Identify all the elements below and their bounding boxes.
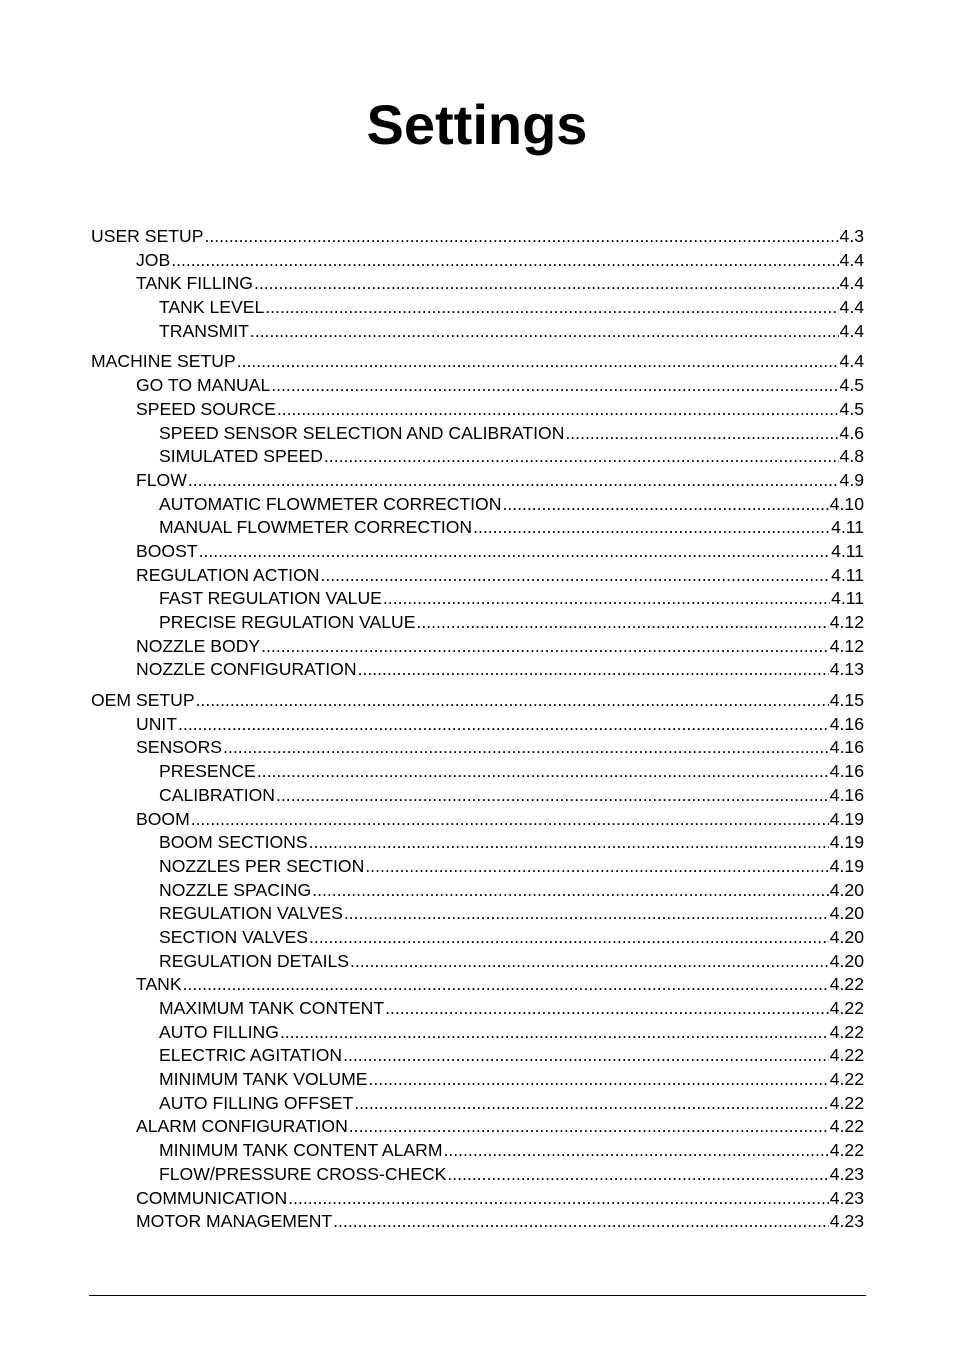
toc-entry-page: 4.4 [839, 273, 864, 294]
toc-entry-page: 4.11 [831, 564, 864, 585]
toc-entry[interactable] [91, 658, 864, 682]
toc-entry-label: AUTOMATIC FLOWMETER CORRECTION [159, 493, 502, 514]
dot-leader [196, 689, 829, 713]
toc-entry[interactable] [91, 760, 864, 784]
toc-entry-page: 4.20 [829, 926, 864, 947]
toc-entry-page: 4.23 [829, 1163, 864, 1184]
toc-entry[interactable] [91, 736, 864, 760]
dot-leader [288, 1187, 829, 1211]
toc-entry[interactable] [91, 902, 864, 926]
toc-entry-page: 4.5 [839, 398, 864, 419]
toc-entry[interactable] [91, 1115, 864, 1139]
toc-entry-label: REGULATION DETAILS [159, 950, 349, 971]
toc-entry[interactable] [91, 689, 864, 713]
dot-leader [309, 926, 829, 950]
toc-entry-page: 4.16 [829, 784, 864, 805]
toc-entry-label: SPEED SOURCE [136, 398, 276, 419]
toc-entry[interactable] [91, 950, 864, 974]
toc-entry-page: 4.16 [829, 713, 864, 734]
toc-entry[interactable] [91, 374, 864, 398]
toc-entry[interactable] [91, 493, 864, 517]
toc-entry-label: REGULATION VALVES [159, 903, 343, 924]
toc-entry-page: 4.6 [839, 422, 864, 443]
dot-leader [365, 855, 828, 879]
dot-leader [178, 713, 829, 737]
dot-leader [565, 422, 838, 446]
dot-leader [383, 587, 830, 611]
dot-leader [473, 516, 830, 540]
toc-entry-label: NOZZLES PER SECTION [159, 855, 365, 876]
dot-leader [254, 272, 839, 296]
toc-entry[interactable] [91, 879, 864, 903]
dot-leader [199, 540, 830, 564]
dot-leader [280, 1021, 829, 1045]
toc-entry-page: 4.10 [829, 493, 864, 514]
dot-leader [369, 1068, 829, 1092]
toc-entry-page: 4.23 [829, 1187, 864, 1208]
toc-entry-page: 4.13 [829, 659, 864, 680]
toc-entry-page: 4.20 [829, 879, 864, 900]
toc-entry-label: BOOM SECTIONS [159, 832, 308, 853]
toc-entry-label: MACHINE SETUP [91, 351, 236, 372]
dot-leader [271, 374, 838, 398]
toc-entry-page: 4.8 [839, 446, 864, 467]
toc-entry-label: NOZZLE SPACING [159, 879, 312, 900]
toc-entry[interactable] [91, 350, 864, 374]
toc-entry[interactable] [91, 1210, 864, 1234]
toc-entry[interactable] [91, 1139, 864, 1163]
toc-entry[interactable] [91, 320, 864, 344]
toc-entry-page: 4.20 [829, 903, 864, 924]
toc-entry-page: 4.22 [829, 1021, 864, 1042]
toc-entry[interactable] [91, 469, 864, 493]
toc-entry-label: NOZZLE CONFIGURATION [136, 659, 357, 680]
dot-leader [312, 879, 829, 903]
toc-entry[interactable] [91, 1163, 864, 1187]
toc-entry-page: 4.22 [829, 1045, 864, 1066]
dot-leader [416, 611, 828, 635]
toc-entry[interactable] [91, 1044, 864, 1068]
table-of-contents [91, 225, 864, 1234]
toc-entry-label: MOTOR MANAGEMENT [136, 1211, 333, 1232]
dot-leader [204, 225, 838, 249]
toc-entry[interactable] [91, 926, 864, 950]
dot-leader [443, 1139, 828, 1163]
toc-entry-page: 4.9 [839, 469, 864, 490]
toc-entry-label: FLOW/PRESSURE CROSS-CHECK [159, 1163, 447, 1184]
toc-entry-label: SIMULATED SPEED [159, 446, 323, 467]
page-title: Settings [366, 93, 588, 156]
toc-entry-label: JOB [136, 249, 171, 270]
dot-leader [276, 784, 829, 808]
dot-leader [349, 1115, 829, 1139]
toc-entry[interactable] [91, 1021, 864, 1045]
toc-entry-label: TANK FILLING [136, 273, 253, 294]
toc-entry-page: 4.16 [829, 761, 864, 782]
toc-entry-label: OEM SETUP [91, 690, 195, 711]
dot-leader [447, 1163, 828, 1187]
toc-entry-label: TANK [136, 974, 182, 995]
toc-entry[interactable] [91, 784, 864, 808]
toc-entry[interactable] [91, 635, 864, 659]
dot-leader [261, 635, 829, 659]
toc-entry[interactable] [91, 422, 864, 446]
toc-entry-label: BOOM [136, 808, 190, 829]
toc-entry[interactable] [91, 1187, 864, 1211]
toc-entry-label: PRECISE REGULATION VALUE [159, 612, 416, 632]
toc-entry-label: FLOW [136, 469, 187, 490]
toc-entry-page: 4.12 [829, 612, 864, 632]
toc-entry[interactable] [91, 445, 864, 469]
toc-entry-label: TRANSMIT [159, 320, 249, 341]
dot-leader [502, 493, 828, 517]
toc-entry[interactable] [91, 611, 864, 635]
toc-entry-page: 4.11 [831, 540, 864, 561]
toc-entry[interactable] [91, 225, 864, 249]
toc-entry[interactable] [91, 855, 864, 879]
dot-leader [333, 1210, 829, 1234]
toc-entry[interactable] [91, 296, 864, 320]
toc-entry[interactable] [91, 713, 864, 737]
toc-entry-label: MAXIMUM TANK CONTENT [159, 998, 385, 1018]
toc-entry-label: GO TO MANUAL [136, 375, 271, 396]
toc-entry-page: 4.22 [829, 974, 864, 995]
dot-leader [344, 902, 829, 926]
dot-leader [277, 398, 839, 422]
toc-entry-label: SECTION VALVES [159, 926, 308, 947]
toc-entry-page: 4.22 [829, 998, 864, 1018]
toc-entry[interactable] [91, 1068, 864, 1092]
toc-entry[interactable] [91, 249, 864, 273]
toc-entry-page: 4.22 [829, 1116, 864, 1137]
dot-leader [191, 808, 829, 832]
toc-entry-page: 4.3 [839, 226, 864, 246]
toc-entry-page: 4.23 [829, 1211, 864, 1232]
toc-entry-label: SENSORS [136, 737, 223, 758]
toc-entry-label: SPEED SENSOR SELECTION AND CALIBRATION [159, 422, 565, 443]
toc-entry-page: 4.22 [829, 1092, 864, 1113]
dot-leader [257, 760, 829, 784]
toc-entry[interactable] [91, 997, 864, 1021]
toc-entry-label: UNIT [136, 713, 178, 734]
dot-leader [265, 296, 838, 320]
toc-entry[interactable] [91, 808, 864, 832]
dot-leader [385, 997, 829, 1021]
toc-entry[interactable] [91, 973, 864, 997]
toc-entry-page: 4.11 [831, 588, 864, 609]
toc-entry-label: NOZZLE BODY [136, 635, 261, 656]
toc-entry[interactable] [91, 1092, 864, 1116]
dot-leader [188, 469, 839, 493]
toc-entry-label: REGULATION ACTION [136, 564, 320, 585]
toc-entry[interactable] [91, 564, 864, 588]
toc-entry-label: AUTO FILLING OFFSET [159, 1092, 354, 1113]
toc-entry-page: 4.19 [829, 855, 864, 876]
toc-entry-label: MINIMUM TANK CONTENT ALARM [159, 1140, 443, 1161]
toc-entry-page: 4.4 [839, 351, 864, 372]
toc-entry-label: ELECTRIC AGITATION [159, 1045, 343, 1066]
toc-entry-label: COMMUNICATION [136, 1187, 288, 1208]
toc-entry-label: BOOST [136, 540, 198, 561]
dot-leader [237, 350, 839, 374]
toc-entry-label: AUTO FILLING [159, 1021, 279, 1042]
dot-leader [183, 973, 829, 997]
toc-entry-page: 4.5 [839, 375, 864, 396]
dot-leader [354, 1092, 829, 1116]
toc-entry-page: 4.16 [829, 737, 864, 758]
toc-entry-label: ALARM CONFIGURATION [136, 1116, 348, 1137]
toc-entry[interactable] [91, 587, 864, 611]
toc-entry-page: 4.4 [839, 297, 864, 318]
toc-entry[interactable] [91, 398, 864, 422]
toc-entry[interactable] [91, 516, 864, 540]
footer-divider [89, 1295, 866, 1296]
toc-entry-page: 4.4 [839, 320, 864, 341]
dot-leader [250, 320, 839, 344]
toc-entry-page: 4.15 [829, 690, 864, 711]
toc-entry-label: MINIMUM TANK VOLUME [159, 1069, 368, 1090]
toc-entry[interactable] [91, 272, 864, 296]
toc-entry-label: PRESENCE [159, 761, 256, 782]
toc-entry-page: 4.19 [829, 808, 864, 829]
dot-leader [358, 658, 829, 682]
toc-entry[interactable] [91, 540, 864, 564]
dot-leader [171, 249, 838, 273]
dot-leader [324, 445, 839, 469]
dot-leader [343, 1044, 829, 1068]
toc-entry-page: 4.4 [839, 249, 864, 270]
toc-entry-page: 4.22 [829, 1140, 864, 1161]
toc-entry-label: CALIBRATION [159, 784, 276, 805]
dot-leader [223, 736, 829, 760]
toc-entry-page: 4.22 [829, 1069, 864, 1090]
dot-leader [309, 831, 829, 855]
toc-entry-label: TANK LEVEL [159, 297, 265, 318]
toc-entry-label: USER SETUP [91, 226, 204, 246]
toc-entry-page: 4.11 [831, 517, 864, 538]
toc-entry[interactable] [91, 831, 864, 855]
toc-entry-page: 4.19 [829, 832, 864, 853]
dot-leader [320, 564, 830, 588]
toc-entry-label: MANUAL FLOWMETER CORRECTION [159, 517, 473, 538]
toc-entry-page: 4.20 [829, 950, 864, 971]
toc-entry-page: 4.12 [829, 635, 864, 656]
toc-entry-label: FAST REGULATION VALUE [159, 588, 382, 609]
dot-leader [350, 950, 829, 974]
